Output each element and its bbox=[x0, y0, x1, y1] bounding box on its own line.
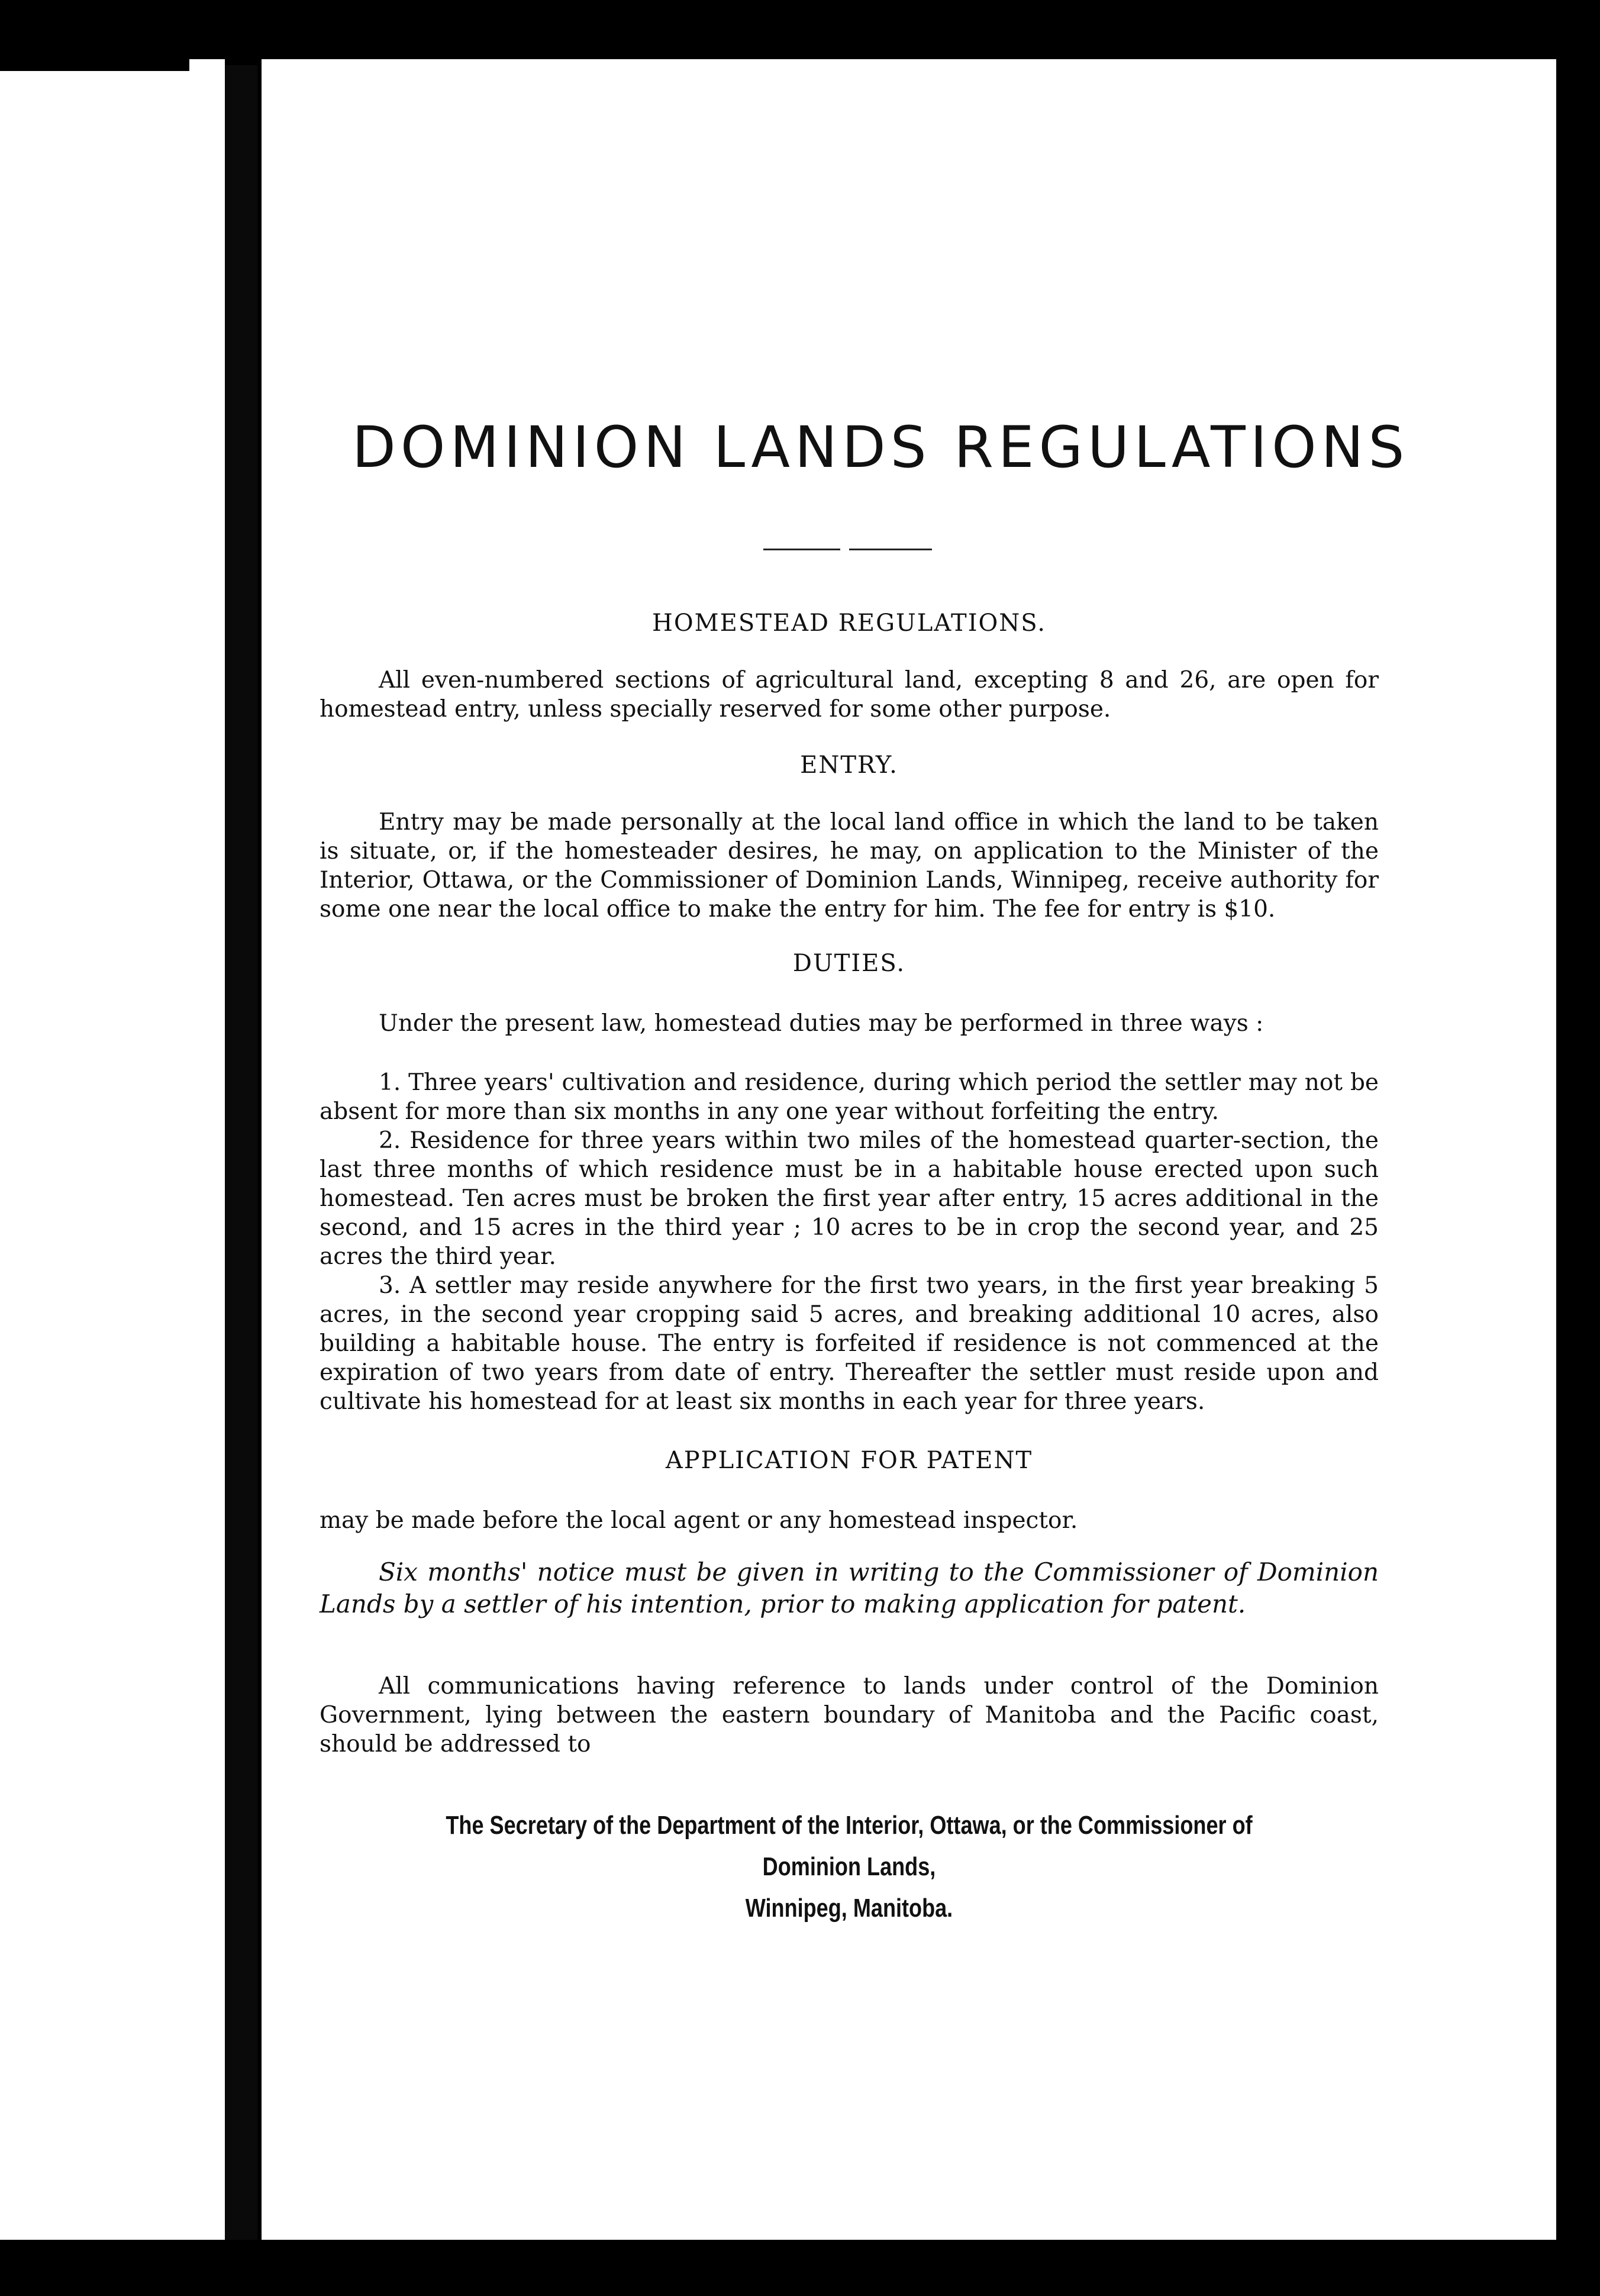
patent-lead bbox=[320, 1506, 1379, 1535]
patent-heading: APPLICATION FOR PATENT bbox=[665, 1447, 1033, 1474]
scan-left-margin bbox=[0, 0, 225, 2296]
homestead-body bbox=[320, 666, 1379, 724]
duties-list bbox=[320, 1068, 1379, 1416]
duties-intro bbox=[320, 1009, 1379, 1038]
communications-body bbox=[320, 1672, 1379, 1759]
homestead-heading: HOMESTEAD REGULATIONS. bbox=[652, 610, 1046, 637]
patent-notice bbox=[320, 1556, 1379, 1620]
document-title: DOMINION LANDS REGULATIONS bbox=[352, 414, 1409, 481]
homestead-paragraph: All even-numbered sections of agricultural land, excepting 8 and 26, are open for homestead entry, unless specially reserved for some other purpose. bbox=[320, 667, 1379, 723]
scan-top-left-corner bbox=[0, 0, 189, 71]
patent-lead-text: may be made before the local agent or any homestead inspector. bbox=[320, 1507, 1078, 1534]
address-line-1: The Secretary of the Department of the Interior, Ottawa, or the Commissioner of Dominion Lands, bbox=[446, 1811, 1253, 1881]
duties-intro-text: Under the present law, homestead duties may be performed in three ways : bbox=[379, 1010, 1264, 1037]
duties-item-1: 1. Three years' cultivation and residence, during which period the settler may not be absent for more than six months in any one year without forfeiting the entry. bbox=[320, 1069, 1379, 1125]
scan-binding-edge bbox=[225, 65, 257, 2243]
title-rule-right bbox=[849, 549, 932, 550]
title-rule-left bbox=[763, 549, 840, 550]
patent-notice-text: Six months' notice must be given in writing to the Commissioner of Dominion Lands by a settler of his intention, prior to making application for patent. bbox=[320, 1557, 1379, 1618]
scan-right-border bbox=[1556, 0, 1600, 2296]
address-footer bbox=[415, 1805, 1283, 1929]
communications-text: All communications having reference to lands under control of the Dominion Government, lying between the eastern boundary of Manitoba and the Pacific coast, should be addressed to bbox=[320, 1673, 1379, 1758]
address-line-2: Winnipeg, Manitoba. bbox=[745, 1894, 953, 1923]
entry-body bbox=[320, 808, 1379, 924]
scan-top-border bbox=[0, 0, 1600, 59]
duties-item-2: 2. Residence for three years within two miles of the homestead quarter-section, the last three months of which residence must be in a habitable house erected upon such homestead. Ten acres must be broken the first year after entry, 15 acres additional in the second, and 15 acres in the third year ; 10 acres to be in crop the second year, and 25 acres the third year. bbox=[320, 1127, 1379, 1270]
scan-bottom-border bbox=[0, 2240, 1600, 2296]
entry-paragraph: Entry may be made personally at the local land office in which the land to be taken is situate, or, if the homesteader desires, he may, on application to the Minister of the Interior, Ottawa, or the Commissioner of Dominion Lands, Winnipeg, receive authority for some one near the local office to make the entry for him. The fee for entry is $10. bbox=[320, 809, 1379, 923]
duties-item-3: 3. A settler may reside anywhere for the first two years, in the first year breaking 5 acres, in the second year cropping said 5 acres, and breaking additional 10 acres, also building a habitable house. The entry is forfeited if residence is not commenced at the expiration of two years from date of entry. Thereafter the settler must reside upon and cultivate his homestead for at least six months in each year for three years. bbox=[320, 1272, 1379, 1415]
duties-heading: DUTIES. bbox=[792, 950, 906, 977]
entry-heading: ENTRY. bbox=[800, 752, 898, 779]
